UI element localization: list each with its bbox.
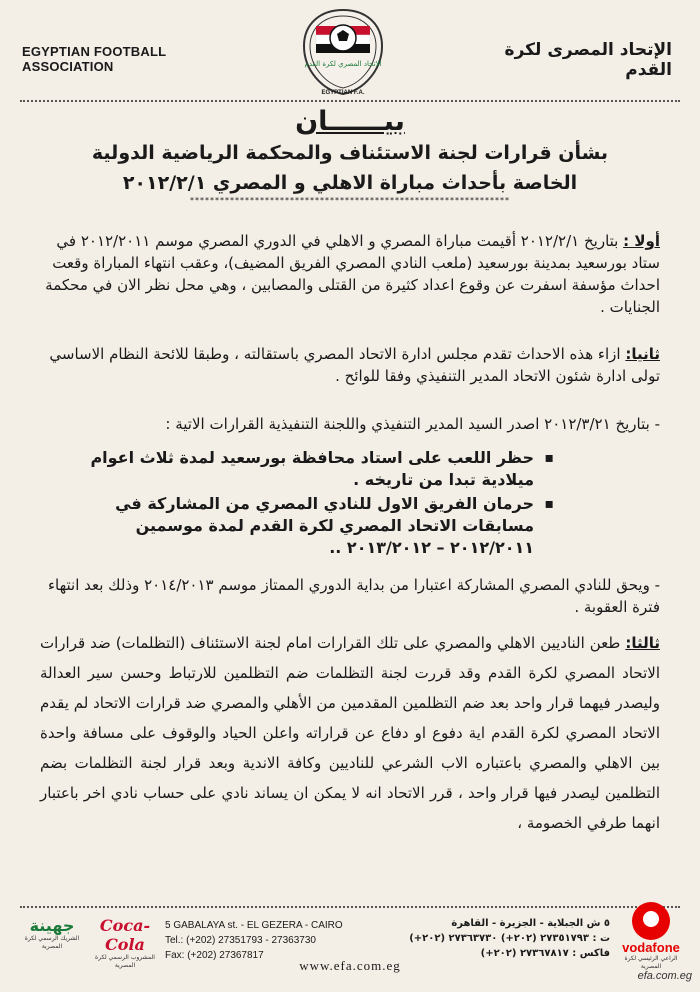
efa-crest-icon [298,6,388,98]
subtitle-line-1: بشأن قرارات لجنة الاستئناف والمحكمة الرياضية الدولية [91,142,609,164]
section-second [40,343,660,387]
footer-divider [20,906,680,908]
section-third-label: ثالثا: [625,634,660,652]
logo-caption-ar: الاتحاد المصري لكرة القدم [304,60,382,68]
juhayna-sponsor [14,916,90,951]
section-second-label: ثانيا: [625,345,660,363]
address-arabic [409,916,610,961]
statement-subtitle [40,138,660,198]
section-first-label: أولا : [623,232,660,250]
street-address-ar: ٥ ش الجبلاية - الجزيرة - القاهرة [451,918,610,929]
section-third-text: طعن الناديين الاهلي والمصري على تلك القرارات امام لجنة الاستئناف (التظلمات) ضد قرارات الاتحاد المصري لكرة القدم وقد قررت لجنة التظلمات ضم التظلمين للارتباط وحسن سير العدالة وليصدر فيهما قرار واحد بعد ضم التظلمين المقدمين من الأهلي والمصري ضد قرارات الاتحاد لم يقدم الاتحاد المصري لكرة القدم اية دفوع او دفاع عن قراراته واعلن الحياد والوقوف على مسافة واحدة بين الاهلي والمصري باعتباره الاب الشرعي للناديين وكافة الاندية وبعد قرار لجنة التظلمات بضم التظلمين ليصدر فيها قرار واحد ، قرر الاتحاد انه لا يمكن ان يساند نادي على حساب نادي اخر باعتبار انهما طرفي الخصومة ، [40,634,660,832]
street-address-en: 5 GABALAYA st. - EL GEZERA - CAIRO [165,920,343,931]
right-note: - ويحق للنادي المصري المشاركة اعتبارا من بداية الدوري الممتاز موسم ٢٠١٤/٢٠١٣ وذلك بعد انتهاء فترة العقوبة . [47,576,660,616]
section-second-text: ازاء هذه الاحداث تقدم مجلس ادارة الاتحاد المصري باستقالته ، وطبقا للائحة النظام الاساسي تولى ادارة شئون الاتحاد المدير التنفيذي وفقا للوائح . [49,345,660,385]
org-name-arabic: الإتحاد المصرى لكرة القدم [504,40,672,80]
section-first [40,230,660,318]
fax-en: Fax: (+202) 27367817 [165,950,264,961]
org-name-english: EGYPTIAN FOOTBALL ASSOCIATION [22,44,166,74]
section-third [40,628,660,838]
logo-caption-en: EGYPTIAN F.A. [321,90,365,96]
header-divider [20,100,680,102]
statement-title: بيــــــان [295,106,405,137]
section-first-text: بتاريخ ٢٠١٢/٢/١ أقيمت مباراة المصري و الاهلي في الدوري المصري موسم ٢٠١٢/٢٠١١ في ستاد بورسعيد بمدينة بورسعيد (ملعب النادي المصري الفريق المضيف)، وعقب انتهاء المباراة وقعت احداث مؤسفة اسفرت عن وقوع اعداد كثيرة من القتلى والمصابين ، وهي محل نظر الان في محكمة الجنايات . [45,232,660,316]
decision-list [70,447,550,561]
website-url: www.efa.com.eg [299,958,401,973]
cocacola-logo: Coca-Cola [99,916,151,954]
telephone-en: Tel.: (+202) 27351793 - 27363730 [165,935,316,946]
decision-intro: - بتاريخ ٢٠١٢/٣/٢١ اصدر السيد المدير التنفيذي واللجنة التنفيذية القرارات الاتية : [165,415,660,433]
watermark: efa.com.eg [637,970,692,982]
telephone-ar: ت : ٢٧٣٥١٧٩٣ (٢٠٢+) ٢٧٣٦٣٧٣٠ (٢٠٢+) [409,933,610,944]
cocacola-caption: المشروب الرسمي لكرة المصرية [95,954,155,969]
efa-logo [298,6,388,98]
fax-ar: فاكس : ٢٧٣٦٧٨١٧ (٢٠٢+) [480,948,610,959]
list-item: ▪ حظر اللعب على استاد محافظة بورسعيد لمدة ثلاث اعوام ميلادية تبدا من تاريخه . [70,447,550,491]
list-item: ▪ حرمان الفريق الاول للنادي المصري من المشاركة في مسابقات الاتحاد المصري لكرة القدم لمدة موسمين ٢٠١٢/٢٠١١ – ٢٠١٣/٢٠١٢ .. [70,493,550,559]
vodafone-caption: الراعي الرئيسي لكرة المصرية [624,955,678,970]
address-english [165,918,343,963]
juhayna-logo: جهينة [29,916,75,935]
juhayna-caption: الشريك الرسمي لكرة المصرية [24,935,80,950]
star-separator: **************************************************************** [190,196,510,205]
subtitle-line-2: الخاصة بأحداث مباراة الاهلي و المصري ٢٠١٢/٢/١ [122,172,578,194]
vodafone-logo: vodafone [622,940,680,955]
vodafone-icon [632,902,670,940]
